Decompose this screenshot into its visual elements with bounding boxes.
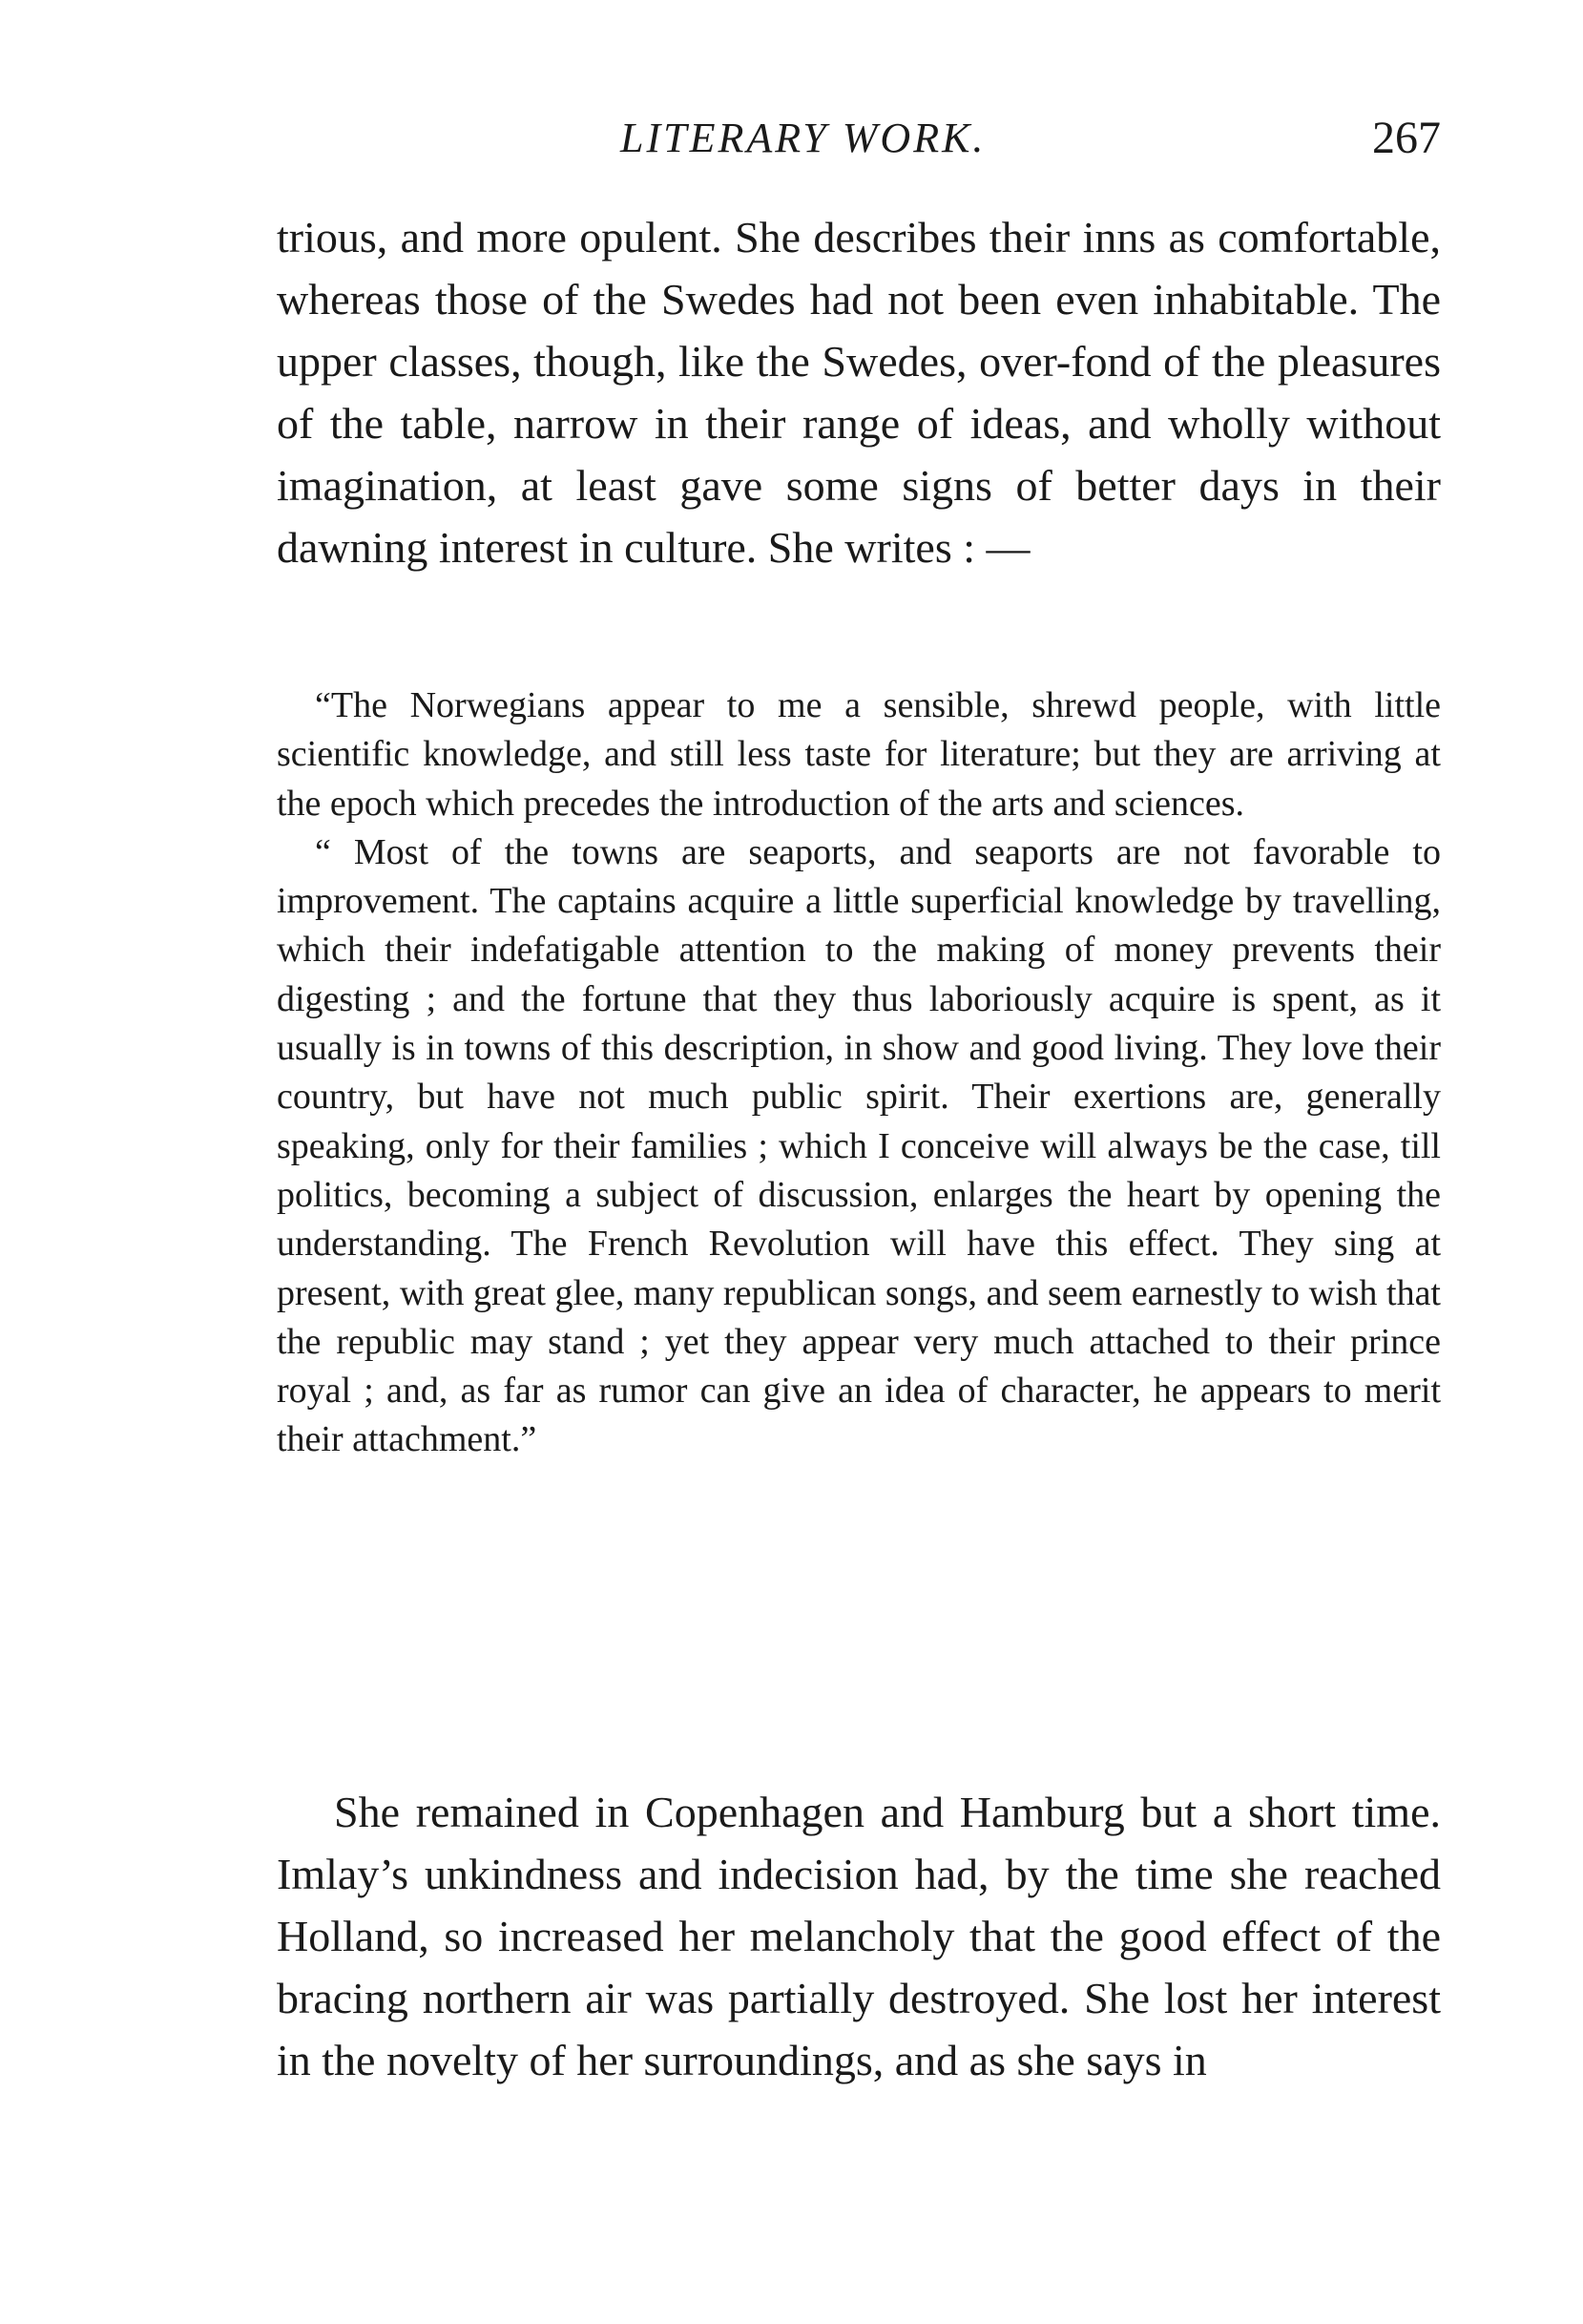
paragraph: She remained in Copenhagen and Hamburg but a short time. Imlay’s unkindness and indecision had, by the time she reached Holland, so increased her melancholy that the good effect of the bracing northern air was partially destroyed. She lost her interest in the novelty of her surroundings, and as she says in [277, 1788, 1441, 2084]
quote-paragraph: “ Most of the towns are seaports, and seaports are not favorable to improvement. The captains acquire a little superficial knowledge by travelling, which their indefatigable attention to the making of money prevents their digesting ; and the fortune that they thus laboriously acquire is spent, as it usually is in towns of this description, in show and good living. They love their country, but have not much public spirit. Their exertions are, generally speaking, only for their families ; which I conceive will always be the case, till politics, becoming a subject of discussion, enlarges the heart by opening the understanding. The French Revolution will have this effect. They sing at present, with great glee, many republican songs, and seem earnestly to wish that the republic may stand ; yet they appear very much attached to their prince royal ; and, as far as rumor can give an idea of character, he appears to merit their attachment.” [277, 831, 1441, 1460]
main-text-top [277, 206, 1441, 578]
running-title: LITERARY WORK. [620, 115, 987, 161]
paragraph: trious, and more opulent. She describes their inns as comfortable, whereas those of the Swedes had not been even inhabitable. The upper classes, though, like the Swedes, over-fond of the pleasures of the table, narrow in their range of ideas, and wholly without imagination, at least gave some signs of better days in their dawning interest in culture. She writes : — [277, 213, 1441, 572]
page-number: 267 [1372, 113, 1441, 163]
main-text-bottom [277, 1781, 1441, 2091]
quote-paragraph: “The Norwegians appear to me a sensible, shrewd people, with little scientific knowledge, and still less taste for literature; but they are arriving at the epoch which precedes the introduction of the arts and sciences. [277, 685, 1441, 824]
block-quote [277, 681, 1441, 1465]
running-head [277, 105, 1441, 172]
